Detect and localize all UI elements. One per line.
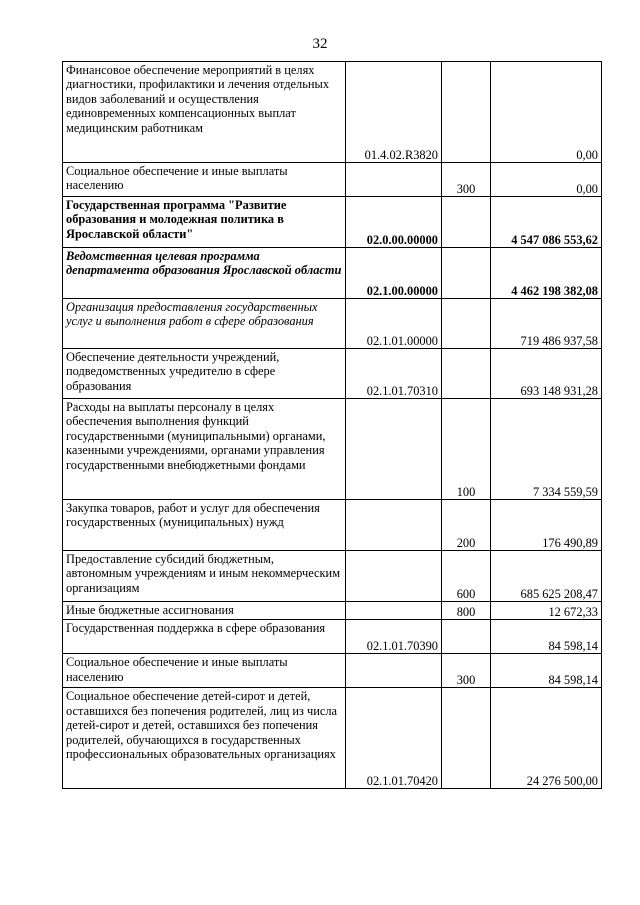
row-expense-type: 600 — [442, 551, 491, 602]
row-name: Расходы на выплаты персоналу в целях обеспечения выполнения функций государственными (муниципальными) органами, казенными учреждениями, органами управления государственными внебюджетными фондами — [63, 399, 346, 500]
row-expense-type — [442, 62, 491, 163]
row-amount: 84 598,14 — [491, 620, 602, 654]
row-code — [346, 163, 442, 197]
table-row — [63, 62, 602, 163]
row-expense-type: 300 — [442, 654, 491, 688]
row-name: Государственная поддержка в сфере образования — [63, 620, 346, 654]
row-amount: 685 625 208,47 — [491, 551, 602, 602]
row-name: Ведомственная целевая программа департамента образования Ярославской области — [63, 248, 346, 299]
table-row — [63, 500, 602, 551]
table-row — [63, 551, 602, 602]
table-row — [63, 349, 602, 399]
row-amount: 0,00 — [491, 62, 602, 163]
row-amount: 4 462 198 382,08 — [491, 248, 602, 299]
row-code — [346, 654, 442, 688]
row-amount: 0,00 — [491, 163, 602, 197]
row-expense-type: 300 — [442, 163, 491, 197]
row-name: Финансовое обеспечение мероприятий в целях диагностики, профилактики и лечения отдельных видов заболеваний и осуществления единовременных компенсационных выплат медицинским работникам — [63, 62, 346, 163]
row-name: Социальное обеспечение и иные выплаты населению — [63, 163, 346, 197]
row-name: Социальное обеспечение и иные выплаты населению — [63, 654, 346, 688]
row-code: 02.1.01.70310 — [346, 349, 442, 399]
row-name: Предоставление субсидий бюджетным, автономным учреждениям и иным некоммерческим организациям — [63, 551, 346, 602]
row-code: 01.4.02.R3820 — [346, 62, 442, 163]
row-amount: 7 334 559,59 — [491, 399, 602, 500]
row-amount: 12 672,33 — [491, 602, 602, 620]
table-row — [63, 654, 602, 688]
row-code: 02.1.01.00000 — [346, 299, 442, 349]
row-expense-type — [442, 299, 491, 349]
table-row — [63, 299, 602, 349]
row-expense-type — [442, 197, 491, 248]
row-expense-type — [442, 620, 491, 654]
table-row — [63, 248, 602, 299]
table-row — [63, 197, 602, 248]
row-expense-type: 800 — [442, 602, 491, 620]
row-code: 02.1.01.70390 — [346, 620, 442, 654]
row-amount: 84 598,14 — [491, 654, 602, 688]
row-code: 02.1.01.70420 — [346, 688, 442, 789]
row-amount: 176 490,89 — [491, 500, 602, 551]
budget-table-body — [63, 62, 602, 789]
row-code — [346, 399, 442, 500]
row-name: Государственная программа "Развитие образования и молодежная политика в Ярославской области" — [63, 197, 346, 248]
row-name: Социальное обеспечение детей-сирот и детей, оставшихся без попечения родителей, лиц из числа детей-сирот и детей, оставшихся без попечения родителей, обучающихся в государственных профессиональных образовательных организациях — [63, 688, 346, 789]
table-row — [63, 163, 602, 197]
row-expense-type — [442, 248, 491, 299]
row-code — [346, 602, 442, 620]
row-amount: 693 148 931,28 — [491, 349, 602, 399]
budget-table — [62, 61, 602, 789]
row-amount: 4 547 086 553,62 — [491, 197, 602, 248]
table-row — [63, 602, 602, 620]
row-code: 02.0.00.00000 — [346, 197, 442, 248]
row-expense-type: 200 — [442, 500, 491, 551]
row-name: Иные бюджетные ассигнования — [63, 602, 346, 620]
page-number: 32 — [312, 36, 328, 52]
row-name: Организация предоставления государственных услуг и выполнения работ в сфере образования — [63, 299, 346, 349]
row-expense-type — [442, 688, 491, 789]
row-code — [346, 551, 442, 602]
row-code — [346, 500, 442, 551]
row-name: Обеспечение деятельности учреждений, подведомственных учредителю в сфере образования — [63, 349, 346, 399]
table-row — [63, 688, 602, 789]
row-expense-type — [442, 349, 491, 399]
row-amount: 24 276 500,00 — [491, 688, 602, 789]
table-row — [63, 620, 602, 654]
row-amount: 719 486 937,58 — [491, 299, 602, 349]
row-expense-type: 100 — [442, 399, 491, 500]
row-name: Закупка товаров, работ и услуг для обеспечения государственных (муниципальных) нужд — [63, 500, 346, 551]
row-code: 02.1.00.00000 — [346, 248, 442, 299]
table-row — [63, 399, 602, 500]
